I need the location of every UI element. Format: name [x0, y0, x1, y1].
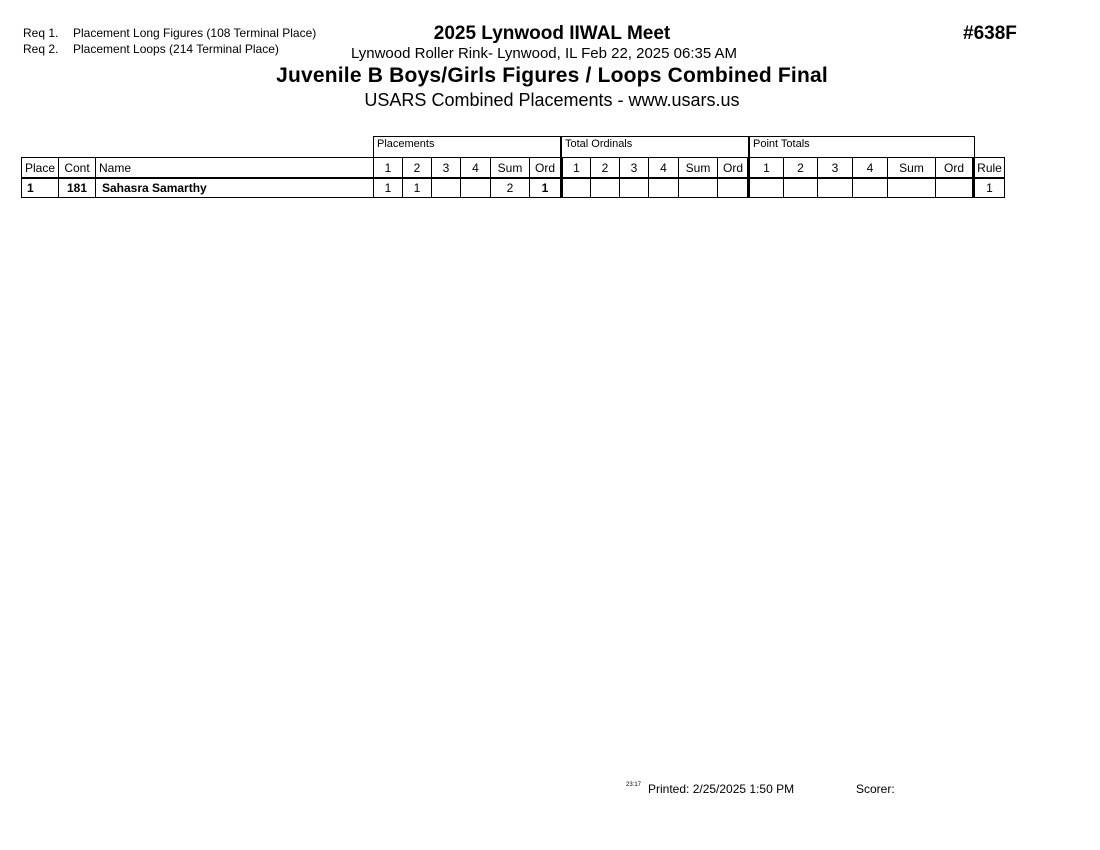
row-1-ordinals-1 — [560, 178, 591, 198]
row-1-points-ord — [935, 178, 973, 198]
footer-printed: Printed: 2/25/2025 1:50 PM — [648, 782, 795, 796]
row-1-points-4 — [852, 178, 888, 198]
col-header-placements-ord: Ord — [529, 157, 561, 178]
row-1-name: Sahasra Samarthy — [95, 178, 374, 198]
row-1-place: 1 — [21, 178, 59, 198]
col-header-ordinals-sum: Sum — [678, 157, 718, 178]
requirement-2-num: Req 2. — [23, 42, 59, 56]
row-1-ordinals-ord — [717, 178, 749, 198]
col-header-points-1: 1 — [747, 157, 784, 178]
row-1-placements-3 — [431, 178, 461, 198]
col-header-placements-4: 4 — [460, 157, 491, 178]
col-header-ordinals-2: 2 — [590, 157, 620, 178]
event-title: Juvenile B Boys/Girls Figures / Loops Combined Final — [276, 64, 828, 87]
footer-code: 23:17 — [626, 782, 642, 788]
row-1-placements-1: 1 — [373, 178, 403, 198]
col-header-ordinals-ord: Ord — [717, 157, 749, 178]
col-header-points-sum: Sum — [887, 157, 936, 178]
row-1-placements-sum: 2 — [490, 178, 530, 198]
row-1-placements-2: 1 — [402, 178, 432, 198]
event-subtitle: USARS Combined Placements - www.usars.us — [364, 90, 740, 110]
row-1-cont: 181 — [58, 178, 96, 198]
footer-scorer: Scorer: — [856, 782, 895, 796]
col-header-ordinals-4: 4 — [648, 157, 679, 178]
col-header-placements-3: 3 — [431, 157, 461, 178]
requirement-2-text: Placement Loops (214 Terminal Place) — [73, 42, 279, 56]
group-point-totals: Point Totals — [749, 136, 975, 157]
row-1-ordinals-3 — [619, 178, 649, 198]
row-1-placements-4 — [460, 178, 491, 198]
col-header-points-4: 4 — [852, 157, 888, 178]
col-header-name: Name — [95, 157, 374, 178]
row-1-points-2 — [783, 178, 818, 198]
col-header-ordinals-3: 3 — [619, 157, 649, 178]
col-header-rule: Rule — [972, 157, 1005, 178]
col-header-points-ord: Ord — [935, 157, 973, 178]
col-header-points-2: 2 — [783, 157, 818, 178]
col-header-place: Place — [21, 157, 59, 178]
row-1-points-3 — [817, 178, 853, 198]
row-1-ordinals-sum — [678, 178, 718, 198]
meet-subtitle: Lynwood Roller Rink- Lynwood, IL Feb 22, 2025 06:35 AM — [350, 45, 738, 62]
row-1-rule: 1 — [972, 178, 1005, 198]
col-header-placements-2: 2 — [402, 157, 432, 178]
col-header-placements-sum: Sum — [490, 157, 530, 178]
col-header-cont: Cont — [58, 157, 96, 178]
requirement-1-text: Placement Long Figures (108 Terminal Place) — [73, 26, 317, 40]
col-header-ordinals-1: 1 — [560, 157, 591, 178]
row-1-placements-ord: 1 — [529, 178, 561, 198]
group-placements: Placements — [373, 136, 561, 157]
row-1-ordinals-4 — [648, 178, 679, 198]
row-1-points-sum — [887, 178, 936, 198]
col-header-placements-1: 1 — [373, 157, 403, 178]
requirement-2 — [23, 41, 279, 57]
event-id: #638F — [963, 23, 1017, 44]
group-total-ordinals: Total Ordinals — [561, 136, 749, 157]
requirement-1 — [23, 25, 316, 41]
col-header-points-3: 3 — [817, 157, 853, 178]
meet-title: 2025 Lynwood IIWAL Meet — [433, 23, 671, 44]
row-1-points-1 — [747, 178, 784, 198]
row-1-ordinals-2 — [590, 178, 620, 198]
requirement-1-num: Req 1. — [23, 26, 59, 40]
